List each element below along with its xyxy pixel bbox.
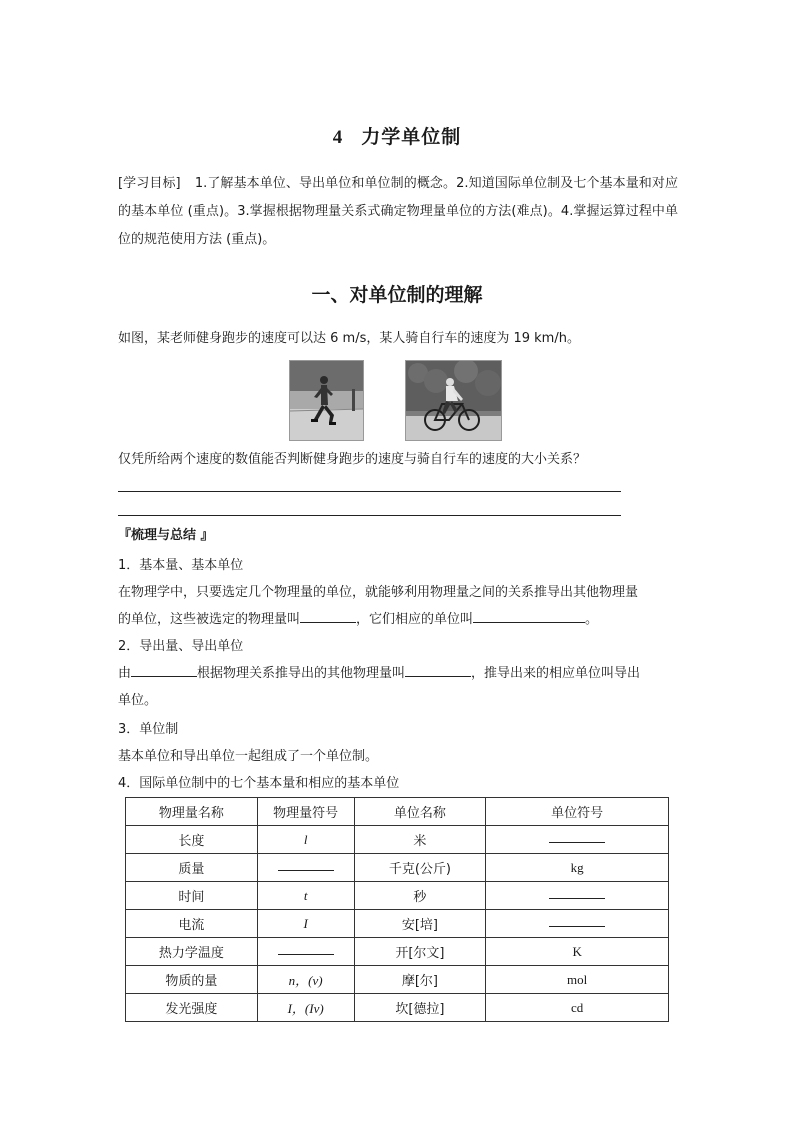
section-title: 一、对单位制的理解 <box>311 284 483 306</box>
cyclist-photo <box>405 360 502 441</box>
fill-blank-derived-quantity[interactable] <box>405 662 471 677</box>
lesson-title: 力学单位制 <box>361 126 462 148</box>
fill-blank-base-unit[interactable] <box>473 608 585 623</box>
item1-line2 <box>118 606 678 633</box>
cell-symbol-blank[interactable] <box>257 938 354 966</box>
cell-name: 长度 <box>126 826 258 854</box>
cell-symbol: t <box>257 882 354 910</box>
cell-unit-symbol: K <box>486 938 669 966</box>
cell-unit-name: 安[培] <box>354 910 486 938</box>
fill-blank-base-quantity[interactable] <box>300 608 356 623</box>
table-header-row <box>126 798 669 826</box>
summary-heading: 『梳理与总结 』 <box>118 528 214 543</box>
learning-objectives <box>118 170 678 254</box>
page-title <box>0 122 794 149</box>
fill-blank[interactable] <box>549 832 605 843</box>
cell-name: 时间 <box>126 882 258 910</box>
lesson-number: 4 <box>332 127 344 148</box>
cell-symbol: l <box>257 826 354 854</box>
objectives-text: 1.了解基本单位、导出单位和单位制的概念。2.知道国际单位制及七个基本量和对应的基本单位 (重点)。3.掌握根据物理量关系式确定物理量单位的方法(难点)。4.掌握运算过程中单位的规范使用方法 (重点)。 <box>118 176 678 247</box>
cell-symbol-blank[interactable] <box>257 854 354 882</box>
item1-line2-end: 。 <box>585 612 599 627</box>
fill-blank[interactable] <box>549 916 605 927</box>
cell-unit-symbol: cd <box>486 994 669 1022</box>
fill-blank[interactable] <box>549 888 605 899</box>
cell-name: 发光强度 <box>126 994 258 1022</box>
cell-name: 热力学温度 <box>126 938 258 966</box>
cell-unit-name: 摩[尔] <box>354 966 486 994</box>
cell-unit-name: 米 <box>354 826 486 854</box>
answer-line-1[interactable] <box>118 491 621 492</box>
item2-line1-end: ，推导出来的相应单位叫导出 <box>471 666 641 681</box>
item3-line: 基本单位和导出单位一起组成了一个单位制。 <box>118 749 379 764</box>
header-quantity-symbol: 物理量符号 <box>257 798 354 826</box>
table-row <box>126 826 669 854</box>
fill-blank[interactable] <box>278 944 334 955</box>
item4-title: 4．国际单位制中的七个基本量和相应的基本单位 <box>118 776 400 791</box>
cell-unit-name: 坎[德拉] <box>354 994 486 1022</box>
question-text: 仅凭所给两个速度的数值能否判断健身跑步的速度与骑自行车的速度的大小关系？ <box>118 452 587 467</box>
cell-symbol: I <box>257 910 354 938</box>
cell-name: 物质的量 <box>126 966 258 994</box>
si-base-units-table <box>125 797 669 1022</box>
item2-line1 <box>118 660 678 687</box>
header-unit-symbol: 单位符号 <box>486 798 669 826</box>
item1-line1: 在物理学中，只要选定几个物理量的单位，就能够利用物理量之间的关系推导出其他物理量 <box>118 585 639 600</box>
cell-unit-name: 秒 <box>354 882 486 910</box>
table-row <box>126 938 669 966</box>
answer-line-2[interactable] <box>118 515 621 516</box>
item1-title: 1．基本量、基本单位 <box>118 558 244 573</box>
item2-line2: 单位。 <box>118 693 158 708</box>
cell-unit-symbol-blank[interactable] <box>486 910 669 938</box>
cell-unit-symbol: mol <box>486 966 669 994</box>
cell-unit-symbol: kg <box>486 854 669 882</box>
runner-photo <box>289 360 364 441</box>
table-row <box>126 966 669 994</box>
item1-line2-start: 的单位，这些被选定的物理量叫 <box>118 612 301 627</box>
item3-title: 3．单位制 <box>118 722 179 737</box>
objectives-label: [学习目标] <box>118 176 181 191</box>
table-row <box>126 854 669 882</box>
cell-unit-name: 千克(公斤) <box>354 854 486 882</box>
item1-line2-mid: ，它们相应的单位叫 <box>356 612 474 627</box>
cell-symbol: I，(Iv) <box>257 994 354 1022</box>
cell-name: 质量 <box>126 854 258 882</box>
cell-unit-symbol-blank[interactable] <box>486 826 669 854</box>
header-unit-name: 单位名称 <box>354 798 486 826</box>
cell-name: 电流 <box>126 910 258 938</box>
intro-paragraph: 如图，某老师健身跑步的速度可以达 6 m/s，某人骑自行车的速度为 19 km/h。 <box>118 331 580 346</box>
table-row <box>126 994 669 1022</box>
fill-blank-from-base[interactable] <box>131 662 197 677</box>
table-row <box>126 882 669 910</box>
table-row <box>126 910 669 938</box>
cell-unit-name: 开[尔文] <box>354 938 486 966</box>
fill-blank[interactable] <box>278 860 334 871</box>
item2-line1-mid: 根据物理关系推导出的其他物理量叫 <box>197 666 406 681</box>
item2-line1-start: 由 <box>118 666 132 681</box>
item2-title: 2．导出量、导出单位 <box>118 639 244 654</box>
cell-symbol: n，(ν) <box>257 966 354 994</box>
header-quantity-name: 物理量名称 <box>126 798 258 826</box>
cell-unit-symbol-blank[interactable] <box>486 882 669 910</box>
